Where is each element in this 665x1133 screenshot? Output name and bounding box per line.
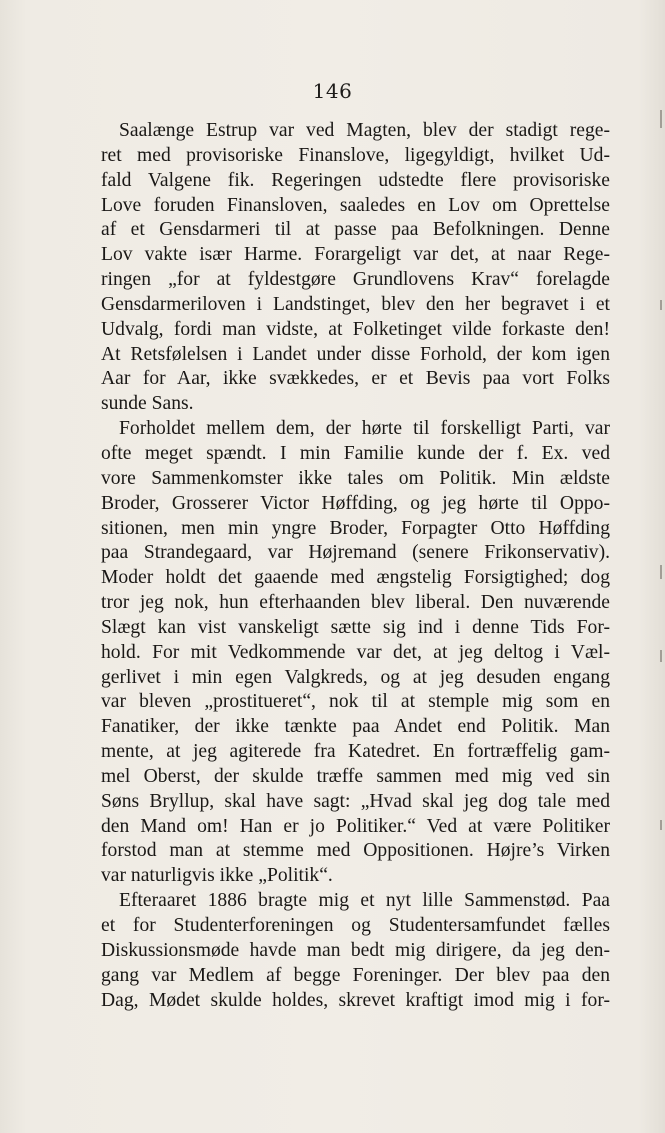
text-line: gang var Medlem af begge Foreninger. Der blev paa den (101, 964, 610, 986)
text-line: vore Sammenkomster ikke tales om Politik. Min ældste (101, 467, 610, 489)
scan-edge-mark (660, 565, 662, 579)
text-line: ret med provisoriske Finanslove, ligegyldigt, hvilket Ud- (101, 144, 610, 166)
text-line: Love foruden Finansloven, saaledes en Lov om Oprettelse (101, 194, 610, 216)
text-line: Saalænge Estrup var ved Magten, blev der stadigt rege- (119, 120, 610, 141)
paragraph-1 (101, 119, 610, 417)
text-line: At Retsfølelsen i Landet under disse Forhold, der kom igen (101, 343, 610, 365)
text-line: af et Gensdarmeri til at passe paa Befolkningen. Denne (101, 219, 610, 241)
text-line: var bleven „prostitueret“, nok til at stemple mig som en (101, 691, 610, 713)
text-line: Moder holdt det gaaende med ængstelig Forsigtighed; dog (101, 567, 610, 589)
text-line: Aar for Aar, ikke svækkedes, er et Bevis paa vort Folks (101, 368, 610, 390)
text-line: paa Strandegaard, var Højremand (senere Frikonservativ). (101, 542, 610, 564)
body-text (101, 119, 610, 1013)
text-line: var naturligvis ikke „Politik“. (101, 865, 333, 887)
text-line: Gensdarmeriloven i Landstinget, blev den her begravet i et (101, 293, 610, 315)
text-line: hold. For mit Vedkommende var det, at jeg deltog i Væl- (101, 641, 610, 663)
text-line: den Mand om! Han er jo Politiker.“ Ved at være Politiker (101, 815, 610, 837)
scan-edge-mark (660, 300, 662, 310)
text-line: Dag, Mødet skulde holdes, skrevet kraftigt imod mig i for- (101, 989, 610, 1011)
page-number: 146 (312, 79, 353, 103)
text-line: Forholdet mellem dem, der hørte til forskelligt Parti, var (119, 418, 610, 440)
text-line: fald Valgene fik. Regeringen udstedte flere provisoriske (101, 169, 610, 191)
text-line: Broder, Grosserer Victor Høffding, og jeg hørte til Oppo- (101, 492, 610, 514)
text-line: Efteraaret 1886 bragte mig et nyt lille Sammenstød. Paa (119, 890, 610, 912)
text-line: sunde Sans. (101, 393, 194, 415)
text-line: Lov vakte især Harme. Forargeligt var det, at naar Rege- (101, 244, 610, 266)
text-line: ofte meget spændt. I min Familie kunde der f. Ex. ved (101, 442, 610, 464)
text-line: sitionen, men min yngre Broder, Forpagter Otto Høffding (101, 517, 610, 539)
paragraph-2 (101, 417, 610, 889)
text-line: forstod man at stemme med Oppositionen. Højre’s Virken (101, 840, 610, 862)
text-line: Diskussionsmøde havde man bedt mig dirigere, da jeg den- (101, 939, 610, 961)
text-line: mel Oberst, der skulde træffe sammen med mig ved sin (101, 765, 610, 787)
text-line: et for Studenterforeningen og Studentersamfundet fælles (101, 915, 610, 936)
text-line: tror jeg nok, hun efterhaanden blev liberal. Den nuværende (101, 592, 610, 614)
scan-edge-mark (660, 110, 662, 128)
paragraph-3 (101, 889, 610, 1013)
text-line: ringen „for at fyldestgøre Grundlovens Krav“ forelagde (101, 269, 610, 291)
text-line: Slægt kan vist vanskeligt sætte sig ind i denne Tids For- (101, 616, 610, 638)
text-line: Udvalg, fordi man vidste, at Folketinget vilde forkaste den! (101, 318, 610, 340)
text-line: Fanatiker, der ikke tænkte paa Andet end Politik. Man (101, 716, 610, 738)
scan-edge-mark (660, 650, 662, 662)
text-line: Søns Bryllup, skal have sagt: „Hvad skal jeg dog tale med (101, 790, 610, 812)
scan-edge-mark (660, 820, 662, 830)
text-line: gerlivet i min egen Valgkreds, og at jeg desuden engang (101, 666, 610, 688)
text-line: mente, at jeg agiterede fra Katedret. En fortræffelig gam- (101, 741, 610, 763)
